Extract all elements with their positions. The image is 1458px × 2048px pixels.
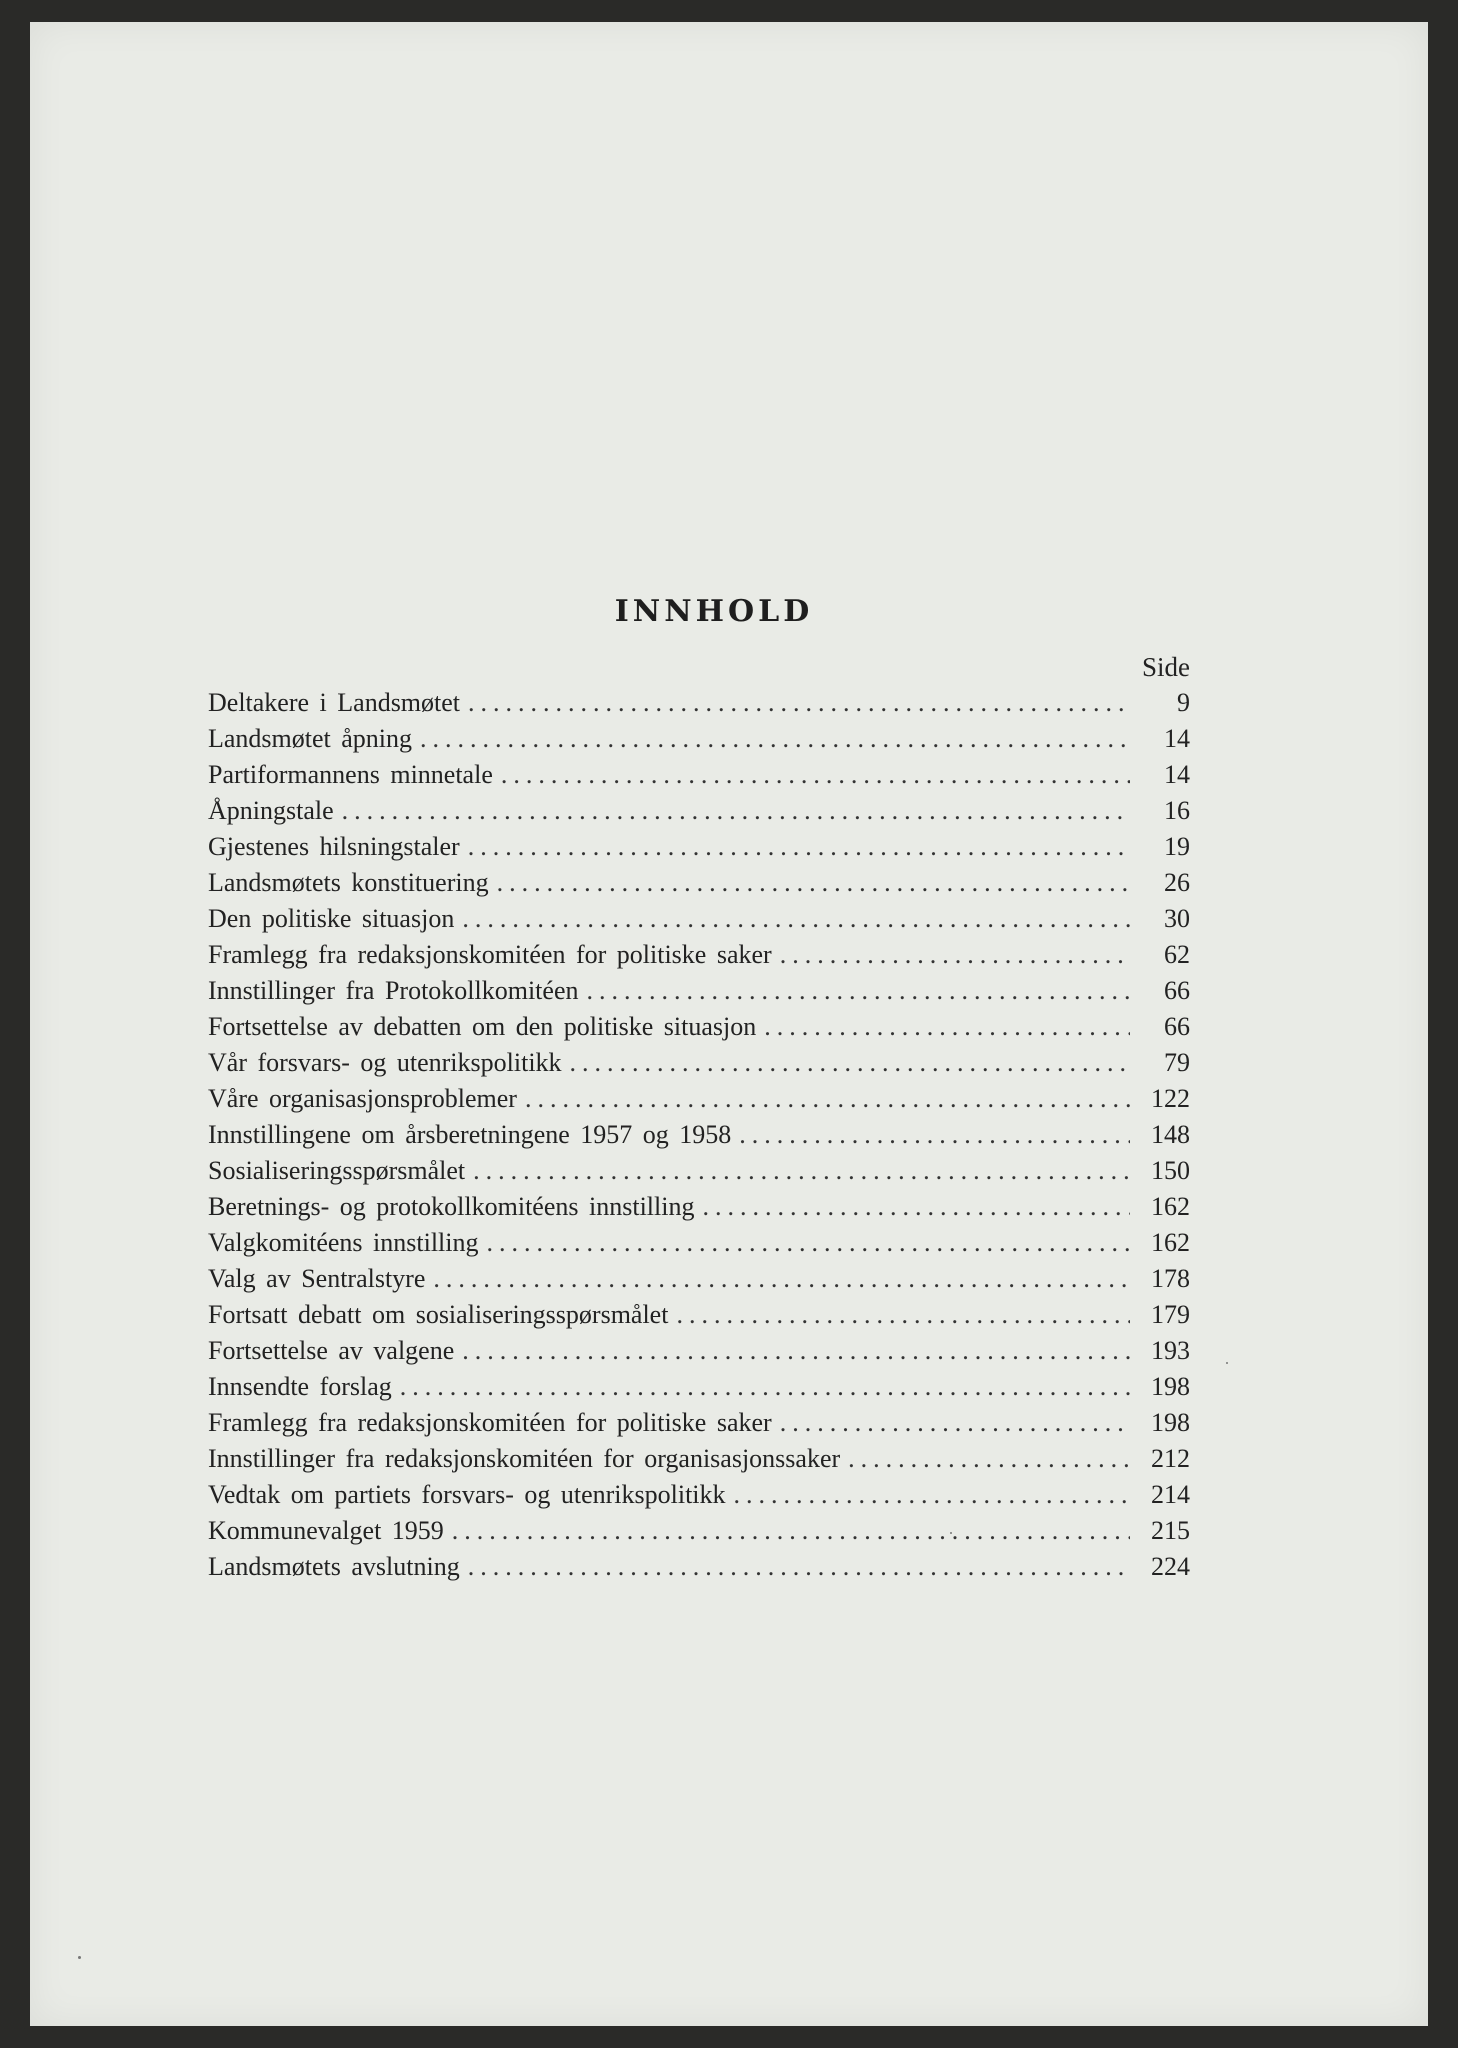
toc-entry [208,760,1190,796]
toc-entry [208,868,1190,904]
dot-leader [420,724,1130,754]
dot-leader [473,1156,1130,1186]
dot-leader [468,832,1130,862]
dot-leader [462,904,1130,934]
toc-entry-label: Deltakere i Landsmøtet [208,688,461,717]
toc-entry-label: Partiformannens minnetale [208,760,493,789]
toc-entry-page-number: 198 [1151,1372,1190,1401]
toc-entry-label: Gjestenes hilsningstaler [208,832,460,861]
toc-entry-page-number: 30 [1164,904,1190,933]
toc-entry [208,1120,1190,1156]
toc-entry [208,724,1190,760]
toc-entry-page-number: 122 [1151,1084,1190,1113]
toc-entry-page-number: 14 [1164,760,1190,789]
toc-entry-label: Valgkomitéens innstilling [208,1228,479,1257]
dot-leader [497,868,1130,898]
dot-leader [676,1300,1130,1330]
dot-leader [400,1372,1130,1402]
toc-entry-label: Framlegg fra redaksjonskomitéen for politiske saker [208,940,772,969]
toc-entry-page-number: 179 [1151,1300,1190,1329]
toc-entry-label: Innstillinger fra redaksjonskomitéen for organisasjonssaker [208,1444,841,1473]
toc-entry-page-number: 212 [1151,1444,1190,1473]
toc-entry [208,1156,1190,1192]
toc-entry-page-number: 148 [1151,1120,1190,1149]
toc-entry-page-number: 16 [1164,796,1190,825]
toc-entry [208,976,1190,1012]
toc-entry [208,688,1190,724]
toc-entry-label: Beretnings- og protokollkomitéens innstilling [208,1192,695,1221]
toc-entry [208,1516,1190,1552]
dot-leader [487,1228,1131,1258]
toc-entry-label: Landsmøtets avslutning [208,1552,460,1581]
toc-entry-page-number: 62 [1164,940,1190,969]
toc-entry [208,1336,1190,1372]
dot-leader [433,1264,1130,1294]
dot-leader [780,940,1130,970]
toc-entry-page-number: 214 [1151,1480,1190,1509]
toc-entry-page-number: 215 [1151,1516,1190,1545]
toc-entry-page-number: 162 [1151,1228,1190,1257]
toc-entry-label: Landsmøtets konstituering [208,868,489,897]
toc-entry-page-number: 66 [1164,976,1190,1005]
dot-leader [452,1516,1130,1546]
toc-entry-label: Framlegg fra redaksjonskomitéen for politiske saker [208,1408,772,1437]
dot-leader [462,1336,1130,1366]
toc-entry [208,1048,1190,1084]
toc-entry-page-number: 79 [1164,1048,1190,1077]
toc-entry-page-number: 14 [1164,724,1190,753]
toc-entry [208,1012,1190,1048]
dot-leader [764,1012,1130,1042]
toc-entry-label: Kommunevalget 1959 [208,1516,444,1545]
toc-entry [208,1552,1190,1588]
toc-entry-page-number: 193 [1151,1336,1190,1365]
dot-leader [780,1408,1130,1438]
toc-entry [208,904,1190,940]
dot-leader [587,976,1131,1006]
toc-entry-label: Fortsettelse av valgene [208,1336,455,1365]
toc-entry-page-number: 224 [1151,1552,1190,1581]
toc-entry [208,1372,1190,1408]
dot-leader [525,1084,1130,1114]
toc-entry-label: Våre organisasjonsproblemer [208,1084,517,1113]
page-column-header: Side [1141,652,1190,682]
toc-entry-page-number: 150 [1151,1156,1190,1185]
toc-entry [208,1300,1190,1336]
toc-entry-page-number: 26 [1164,868,1190,897]
dot-leader [468,1552,1130,1582]
dot-leader [468,688,1130,718]
dot-leader [702,1192,1130,1222]
toc-entry [208,1084,1190,1120]
toc-entry-page-number: 162 [1151,1192,1190,1221]
paper-speck [950,1532,952,1534]
toc-entry-page-number: 19 [1164,832,1190,861]
toc-entry-label: Vedtak om partiets forsvars- og utenrikspolitikk [208,1480,726,1509]
paper-speck [1226,1362,1228,1364]
dot-leader [739,1120,1130,1150]
toc-entry [208,1480,1190,1516]
toc-entry-label: Den politiske situasjon [208,904,455,933]
toc-entry-label: Åpningstale [208,796,334,825]
toc-entry-label: Innstillingene om årsberetningene 1957 og 1958 [208,1120,732,1149]
toc-entry-page-number: 66 [1164,1012,1190,1041]
toc-entry-label: Sosialiseringsspørsmålet [208,1156,466,1185]
toc-entry-label: Vår forsvars- og utenrikspolitikk [208,1048,562,1077]
toc-entry [208,1264,1190,1300]
paper-speck [78,1956,81,1959]
toc-entry [208,832,1190,868]
toc-entry-label: Landsmøtet åpning [208,724,413,753]
toc-entry-label: Valg av Sentralstyre [208,1264,426,1293]
toc-entry [208,1228,1190,1264]
dot-leader [848,1444,1130,1474]
toc-entry [208,1444,1190,1480]
toc-entry-page-number: 198 [1151,1408,1190,1437]
dot-leader [734,1480,1130,1510]
toc-entry-page-number: 178 [1151,1264,1190,1293]
table-of-contents [208,688,1190,1588]
dot-leader [501,760,1130,790]
toc-entry-label: Innstillinger fra Protokollkomitéen [208,976,579,1005]
toc-entry-page-number: 9 [1177,688,1190,717]
toc-entry [208,940,1190,976]
toc-entry [208,796,1190,832]
toc-entry-label: Innsendte forslag [208,1372,392,1401]
toc-entry [208,1192,1190,1228]
dot-leader [570,1048,1130,1078]
toc-entry-label: Fortsettelse av debatten om den politiske situasjon [208,1012,757,1041]
page-title: INNHOLD [614,594,814,629]
document-page [30,22,1428,2026]
toc-entry [208,1408,1190,1444]
dot-leader [342,796,1130,826]
toc-entry-label: Fortsatt debatt om sosialiseringsspørsmålet [208,1300,669,1329]
